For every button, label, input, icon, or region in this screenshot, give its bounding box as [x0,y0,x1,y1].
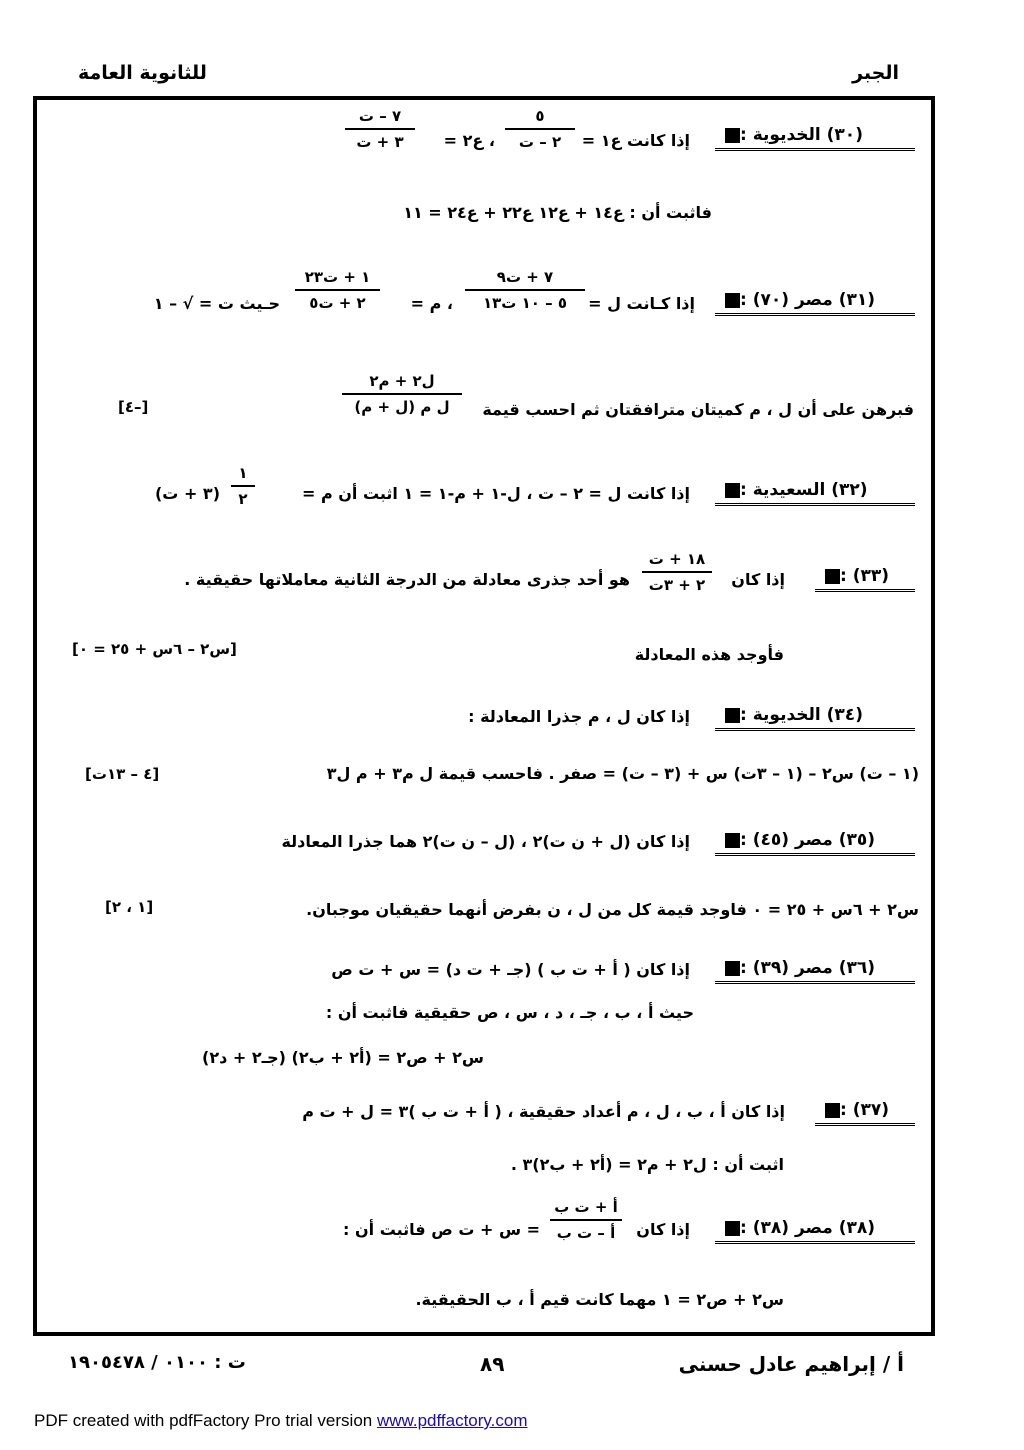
problem-37-line2: اثبت أن : ل٢ + م٢ = (أ٢ + ب٢)٣ . [510,1155,784,1174]
problem-tag: (٣١) مصر (٧٠) : [715,290,915,316]
problem-text: إذا كانت ل = ٢ – ت ، ل-١ + م-١ = ١ اثبت أن م = [301,484,690,503]
problem-30 [40,107,920,165]
problem-35 [40,830,920,870]
problem-tag [715,125,915,151]
bullet-square-icon [725,833,740,848]
problem-38-line2: س٢ + ص٢ = ١ مهما كانت قيم أ ، ب الحقيقية. [415,1290,784,1309]
footer-author: أ / إبراهيم عادل حسنى [678,1352,904,1376]
problem-30-line2: فاثبت أن : ع١٤ + ع١٢ ع٢٢ + ع٢٤ = ١١ [403,203,712,222]
problem-33 [40,550,920,606]
fraction: ١ ٢ [231,464,255,508]
bullet-square-icon [725,128,740,143]
problem-tag: (٣٥) مصر (٤٥) : [715,830,915,856]
problem-tag: (٣٦) مصر (٣٩) : [715,958,915,984]
problem-33-line2: فأوجد هذه المعادلة [634,645,784,664]
problem-text: إذا كانت ع١ = [581,131,690,150]
answer: [٤ – ١٣ت] [85,765,160,783]
problem-35-line2: س٢ + ٦س + ٢٥ = ٠ فاوجد قيمة كل من ل ، ن بفرض أنهما حقيقيان موجبان. [306,900,919,919]
problem-number: (٣٠) الخديوية : [740,125,863,145]
problem-tag: (٣٧) : [815,1100,915,1126]
problem-text: إذا كان أ ، ب ، ل ، م أعداد حقيقية ، ( أ + ت ب )٣ = ل + ت م [302,1102,785,1121]
problem-tag: (٣٣) : [815,566,915,592]
fraction: ١٨ + ت ٢ + ٣ت [642,550,712,594]
problem-34 [40,705,920,745]
header-left: للثانوية العامة [78,62,207,84]
bullet-square-icon [725,1221,740,1236]
problem-36-line2: حيث أ ، ب ، جـ ، د ، س ، ص حقيقية فاثبت أن : [325,1003,694,1022]
problem-text-tail: هو أحد جذرى معادلة من الدرجة الثانية معاملاتها حقيقية . [184,570,630,589]
problem-text-tail: حـيث ت = √ – ١ [153,294,280,313]
footer-page-number: ٨٩ [480,1352,505,1376]
fraction: ١ + ت٢٣ ٢ + ت٥ [295,268,380,312]
answer: [س٢ – ٦س + ٢٥ = ٠] [72,640,237,658]
bullet-square-icon [825,1103,840,1118]
answer: [١ ، ٢] [105,898,154,916]
footer-phone: ت : ٠١٠٠ / ١٩٠٥٤٧٨ [68,1352,246,1373]
fraction: أ + ت ب أ – ت ب [550,1198,622,1242]
problem-31 [40,268,920,330]
pdf-note-text: PDF created with pdfFactory Pro trial version [34,1411,373,1430]
problem-text-tail: (٣ + ت) [154,484,220,503]
pdf-note-link[interactable]: www.pdffactory.com [376,1411,528,1430]
problem-text-mid: ، ع٢ = [443,131,495,150]
problem-text: إذا كـانت ل = [588,294,695,313]
problem-31-line2: فبرهن على أن ل ، م كميتان مترافقتان ثم احسب قيمة [482,400,914,419]
problem-36-line3: س٢ + ص٢ = (أ٢ + ب٢) (جـ٢ + د٢) [202,1048,484,1067]
fraction: ل٢ + م٢ ل م (ل + م) [342,372,462,416]
problem-text-mid: ، م = [410,294,453,313]
problem-text: إذا كان [731,570,785,589]
bullet-square-icon [725,293,740,308]
bullet-square-icon [825,569,840,584]
problem-text: إذا كان (ل + ن ت)٢ ، (ل – ن ت)٢ هما جذرا المعادلة [281,832,690,851]
problem-text: إذا كان ( أ + ت ب ) (جـ + ت د) = س + ت ص [331,960,690,979]
problem-38 [40,1198,920,1258]
fraction: ٧ + ت٩ ٥ – ١٠ ت١٣ [465,268,585,312]
problem-text: إذا كان ل ، م جذرا المعادلة : [468,707,690,726]
bullet-square-icon [725,961,740,976]
fraction: ٧ – ت ٣ + ت [345,107,415,151]
problem-32 [40,464,920,520]
header-right: الجبر [852,62,899,84]
answer: [–٤] [118,398,149,416]
problem-36 [40,958,920,998]
fraction: ٥ ٢ – ت [505,107,575,151]
problem-37 [40,1100,920,1140]
bullet-square-icon [725,483,740,498]
problem-tag: (٣٢) السعيدية : [715,480,915,506]
problem-tag: (٣٨) مصر (٣٨) : [715,1218,915,1244]
problem-34-line2: (١ – ت) س٢ – (١ – ٣ت) س + (٣ – ت) = صفر . فاحسب قيمة ل م٣ + م ل٣ [326,764,919,783]
bullet-square-icon [725,708,740,723]
problem-tag: (٣٤) الخديوية : [715,705,915,731]
problem-text-tail: = س + ت ص فاثبت أن : [343,1220,540,1239]
pdf-note [34,1411,528,1431]
problem-text: إذا كان [636,1220,690,1239]
